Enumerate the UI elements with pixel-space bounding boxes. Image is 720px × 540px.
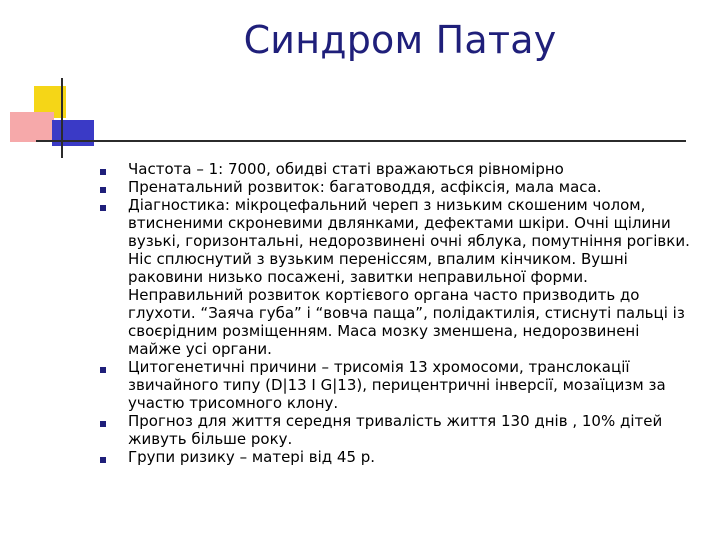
- bullet-text: Цитогенетичні причини – трисомія 13 хромосоми, транслокації звичайного типу (D|13 I G|13), перицентричні інверсії, мозаїцизм за участю трисомного клону.: [128, 358, 666, 412]
- blue-square-decoration: [52, 120, 94, 146]
- square-bullet-icon: [100, 187, 106, 193]
- bullet-text: Групи ризику – матері від 45 р.: [128, 448, 376, 466]
- square-bullet-icon: [100, 367, 106, 373]
- vertical-rule-decoration: [61, 78, 63, 158]
- bullet-item-risk-groups: [96, 448, 696, 466]
- red-square-decoration: [10, 112, 54, 142]
- square-bullet-icon: [100, 169, 106, 175]
- bullet-item-prenatal: [96, 178, 696, 196]
- square-bullet-icon: [100, 421, 106, 427]
- bullet-item-cytogenetic: [96, 358, 696, 412]
- bullet-text: Прогноз для життя середня тривалість життя 130 днів , 10% дітей живуть більше року.: [128, 412, 663, 448]
- bullet-text: Пренатальний розвиток: багатоводдя, асфіксія, мала маса.: [128, 178, 602, 196]
- bullet-text: Частота – 1: 7000, обидві статі вражаються рівномірно: [128, 160, 564, 178]
- square-bullet-icon: [100, 457, 106, 463]
- bullet-list: [96, 160, 696, 466]
- slide-title: Синдром Патау: [243, 18, 557, 62]
- bullet-text: Діагностика: мікроцефальний череп з низьким скошеним чолом, втисненими скроневими двлянками, дефектами шкіри. Очні щілини вузькі, горизонтальні, недорозвинені очні яблука, помутніння рогівки. Ніс сплюснутий з вузьким переніссям, впалим кінчиком. Вушні раковини низько посажені, завитки неправильної форми. Неправильний розвиток кортієвого органа часто призводить до глухоти. “Заяча губа” і “вовча паща”, полідактилія, стиснуті пальці із своєрідним розміщенням. Маса мозку зменшена, недорозвинені майже усі органи.: [128, 196, 690, 358]
- horizontal-rule-divider: [36, 140, 686, 142]
- bullet-item-diagnostics: [96, 196, 696, 358]
- square-bullet-icon: [100, 205, 106, 211]
- yellow-square-decoration: [34, 86, 66, 118]
- bullet-item-frequency: [96, 160, 696, 178]
- bullet-item-prognosis: [96, 412, 696, 448]
